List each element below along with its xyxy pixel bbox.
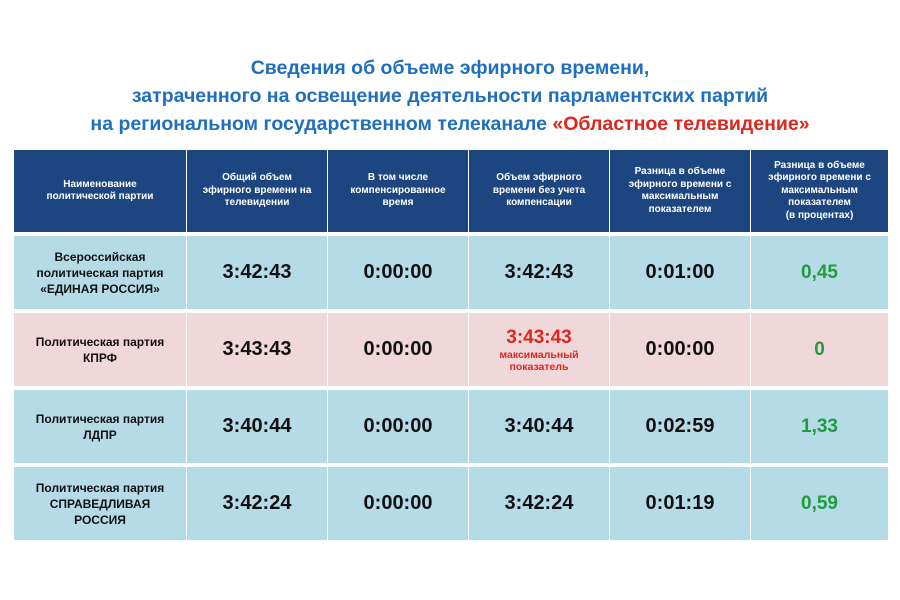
table-cell-total: 3:40:44 [187, 390, 327, 463]
table-cell-difference-percent: 0,59 [751, 467, 888, 540]
table-cell-difference: 0:00:00 [610, 313, 750, 386]
table-row-party-kprf: Политическая партия КПРФ [14, 313, 186, 386]
header-party-name: Наименование политической партии [14, 150, 186, 232]
header-compensated-time: В том числе компенсированное время [328, 150, 468, 232]
table-cell-without-compensation: 3:40:44 [469, 390, 609, 463]
header-without-compensation: Объем эфирного времени без учета компенсации [469, 150, 609, 232]
table-cell-difference-percent: 0,45 [751, 236, 888, 309]
table-cell-compensated: 0:00:00 [328, 467, 468, 540]
table-cell-compensated: 0:00:00 [328, 390, 468, 463]
table-cell-difference-percent: 1,33 [751, 390, 888, 463]
table-cell-difference: 0:01:19 [610, 467, 750, 540]
header-difference: Разница в объеме эфирного времени с максимальным показателем [610, 150, 750, 232]
table-cell-without-compensation: 3:42:24 [469, 467, 609, 540]
page-title [0, 54, 900, 138]
max-note-line-1: максимальный [499, 348, 579, 361]
table-cell-difference: 0:01:00 [610, 236, 750, 309]
table-cell-without-compensation-max [469, 313, 609, 386]
table-cell-compensated: 0:00:00 [328, 313, 468, 386]
max-value: 3:43:43 [506, 326, 572, 348]
header-difference-percent: Разница в объеме эфирного времени с максимальным показателем (в процентах) [751, 150, 888, 232]
title-line-3-text: на региональном государственном телеканале [90, 113, 547, 135]
table-row-party-united-russia: Всероссийская политическая партия «ЕДИНАЯ РОССИЯ» [14, 236, 186, 309]
table-cell-total: 3:42:43 [187, 236, 327, 309]
table-cell-difference: 0:02:59 [610, 390, 750, 463]
airtime-table [14, 150, 887, 540]
table-cell-total: 3:42:24 [187, 467, 327, 540]
table-cell-compensated: 0:00:00 [328, 236, 468, 309]
title-line-3 [0, 110, 900, 138]
table-row-party-ldpr: Политическая партия ЛДПР [14, 390, 186, 463]
table-cell-total: 3:43:43 [187, 313, 327, 386]
title-line-1: Сведения об объеме эфирного времени, [250, 57, 650, 79]
title-line-2: затраченного на освещение деятельности парламентских партий [131, 85, 769, 107]
table-cell-without-compensation: 3:42:43 [469, 236, 609, 309]
table-row-party-just-russia: Политическая партия СПРАВЕДЛИВАЯ РОССИЯ [14, 467, 186, 540]
table-cell-difference-percent: 0 [751, 313, 888, 386]
channel-name: «Областное телевидение» [552, 113, 810, 135]
max-note-line-2: показатель [509, 360, 569, 373]
header-total-airtime: Общий объем эфирного времени на телевидении [187, 150, 327, 232]
